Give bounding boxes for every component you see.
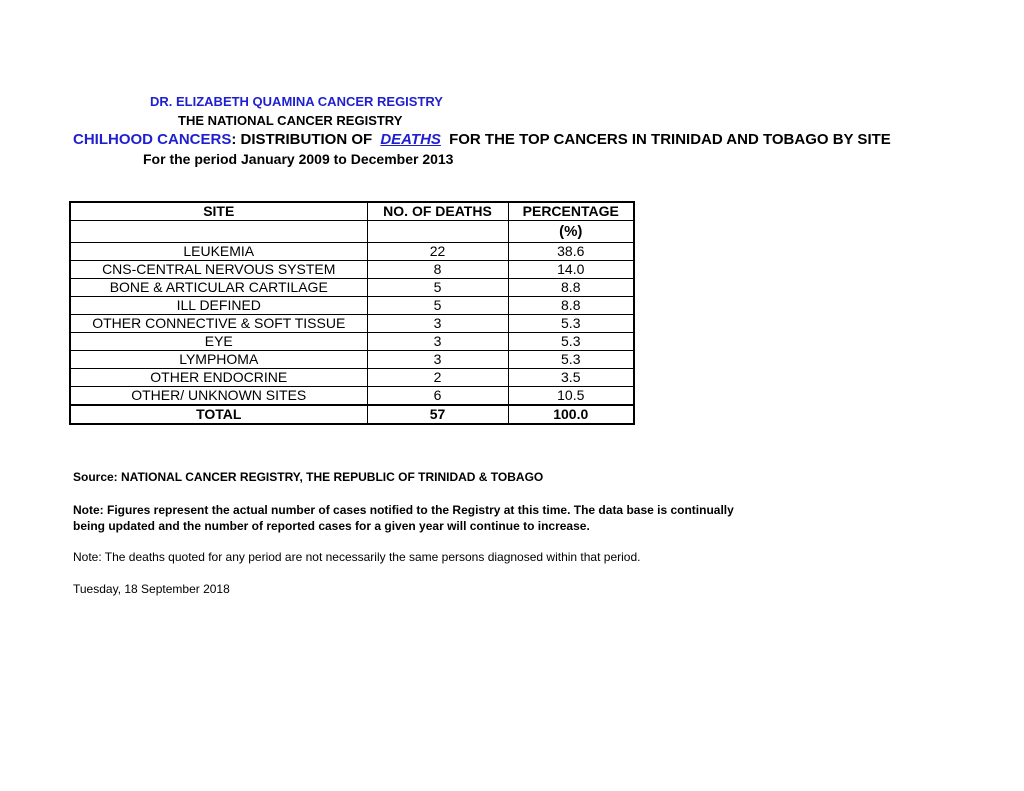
total-label: TOTAL [70, 405, 367, 424]
cell-percentage: 5.3 [508, 315, 634, 333]
deaths-by-site-table [69, 201, 635, 425]
table-row [70, 261, 634, 279]
cell-site: CNS-CENTRAL NERVOUS SYSTEM [70, 261, 367, 279]
cell-site: OTHER ENDOCRINE [70, 369, 367, 387]
cell-percentage: 14.0 [508, 261, 634, 279]
deaths-note: Note: The deaths quoted for any period are not necessarily the same persons diagnosed within that period. [73, 550, 641, 564]
table-row [70, 387, 634, 406]
cell-percentage: 10.5 [508, 387, 634, 406]
cell-site: LYMPHOMA [70, 351, 367, 369]
report-date: Tuesday, 18 September 2018 [73, 582, 230, 596]
cell-percentage: 8.8 [508, 279, 634, 297]
table-row [70, 243, 634, 261]
table-row [70, 351, 634, 369]
cell-deaths: 6 [367, 387, 508, 406]
cell-deaths: 3 [367, 333, 508, 351]
cell-deaths: 5 [367, 297, 508, 315]
table-header-row [70, 202, 634, 221]
title-by-site: FOR THE TOP CANCERS IN TRINIDAD AND TOBAGO BY SITE [444, 131, 891, 148]
table-row [70, 315, 634, 333]
registry-name: DR. ELIZABETH QUAMINA CANCER REGISTRY [150, 94, 443, 109]
figures-note-line-1: Note: Figures represent the actual number of cases notified to the Registry at this time. The data base is continually [73, 503, 734, 517]
table-body [70, 243, 634, 406]
cell-percentage: 8.8 [508, 297, 634, 315]
total-deaths: 57 [367, 405, 508, 424]
total-percentage: 100.0 [508, 405, 634, 424]
cell-deaths: 3 [367, 315, 508, 333]
title-childhood-cancers: CHILHOOD CANCERS [73, 131, 232, 148]
figures-note-line-2: being updated and the number of reported cases for a given year will continue to increase. [73, 519, 590, 533]
cell-percentage: 5.3 [508, 333, 634, 351]
cell-deaths: 22 [367, 243, 508, 261]
percentage-unit: (%) [508, 221, 634, 243]
report-period: For the period January 2009 to December 2013 [143, 151, 454, 167]
report-title [73, 131, 891, 148]
table-row [70, 279, 634, 297]
table-row [70, 369, 634, 387]
cell-site: BONE & ARTICULAR CARTILAGE [70, 279, 367, 297]
cell-site: LEUKEMIA [70, 243, 367, 261]
cell-percentage: 3.5 [508, 369, 634, 387]
column-header-site: SITE [70, 202, 367, 221]
source-note: Source: NATIONAL CANCER REGISTRY, THE REPUBLIC OF TRINIDAD & TOBAGO [73, 470, 544, 484]
cell-site: OTHER/ UNKNOWN SITES [70, 387, 367, 406]
cell-percentage: 5.3 [508, 351, 634, 369]
cell-site: ILL DEFINED [70, 297, 367, 315]
title-deaths-emphasis: DEATHS [380, 131, 441, 148]
cell-deaths: 5 [367, 279, 508, 297]
cell-deaths: 3 [367, 351, 508, 369]
table-total-row [70, 405, 634, 424]
table-unit-row [70, 221, 634, 243]
unit-cell-empty-deaths [367, 221, 508, 243]
column-header-deaths: NO. OF DEATHS [367, 202, 508, 221]
table-row [70, 297, 634, 315]
cell-deaths: 2 [367, 369, 508, 387]
cell-percentage: 38.6 [508, 243, 634, 261]
title-distribution-of: : DISTRIBUTION OF [231, 131, 377, 148]
table-row [70, 333, 634, 351]
cell-site: EYE [70, 333, 367, 351]
figures-note [73, 502, 833, 534]
unit-cell-empty-site [70, 221, 367, 243]
cell-deaths: 8 [367, 261, 508, 279]
national-registry-title: THE NATIONAL CANCER REGISTRY [178, 113, 403, 128]
column-header-percentage: PERCENTAGE [508, 202, 634, 221]
cell-site: OTHER CONNECTIVE & SOFT TISSUE [70, 315, 367, 333]
